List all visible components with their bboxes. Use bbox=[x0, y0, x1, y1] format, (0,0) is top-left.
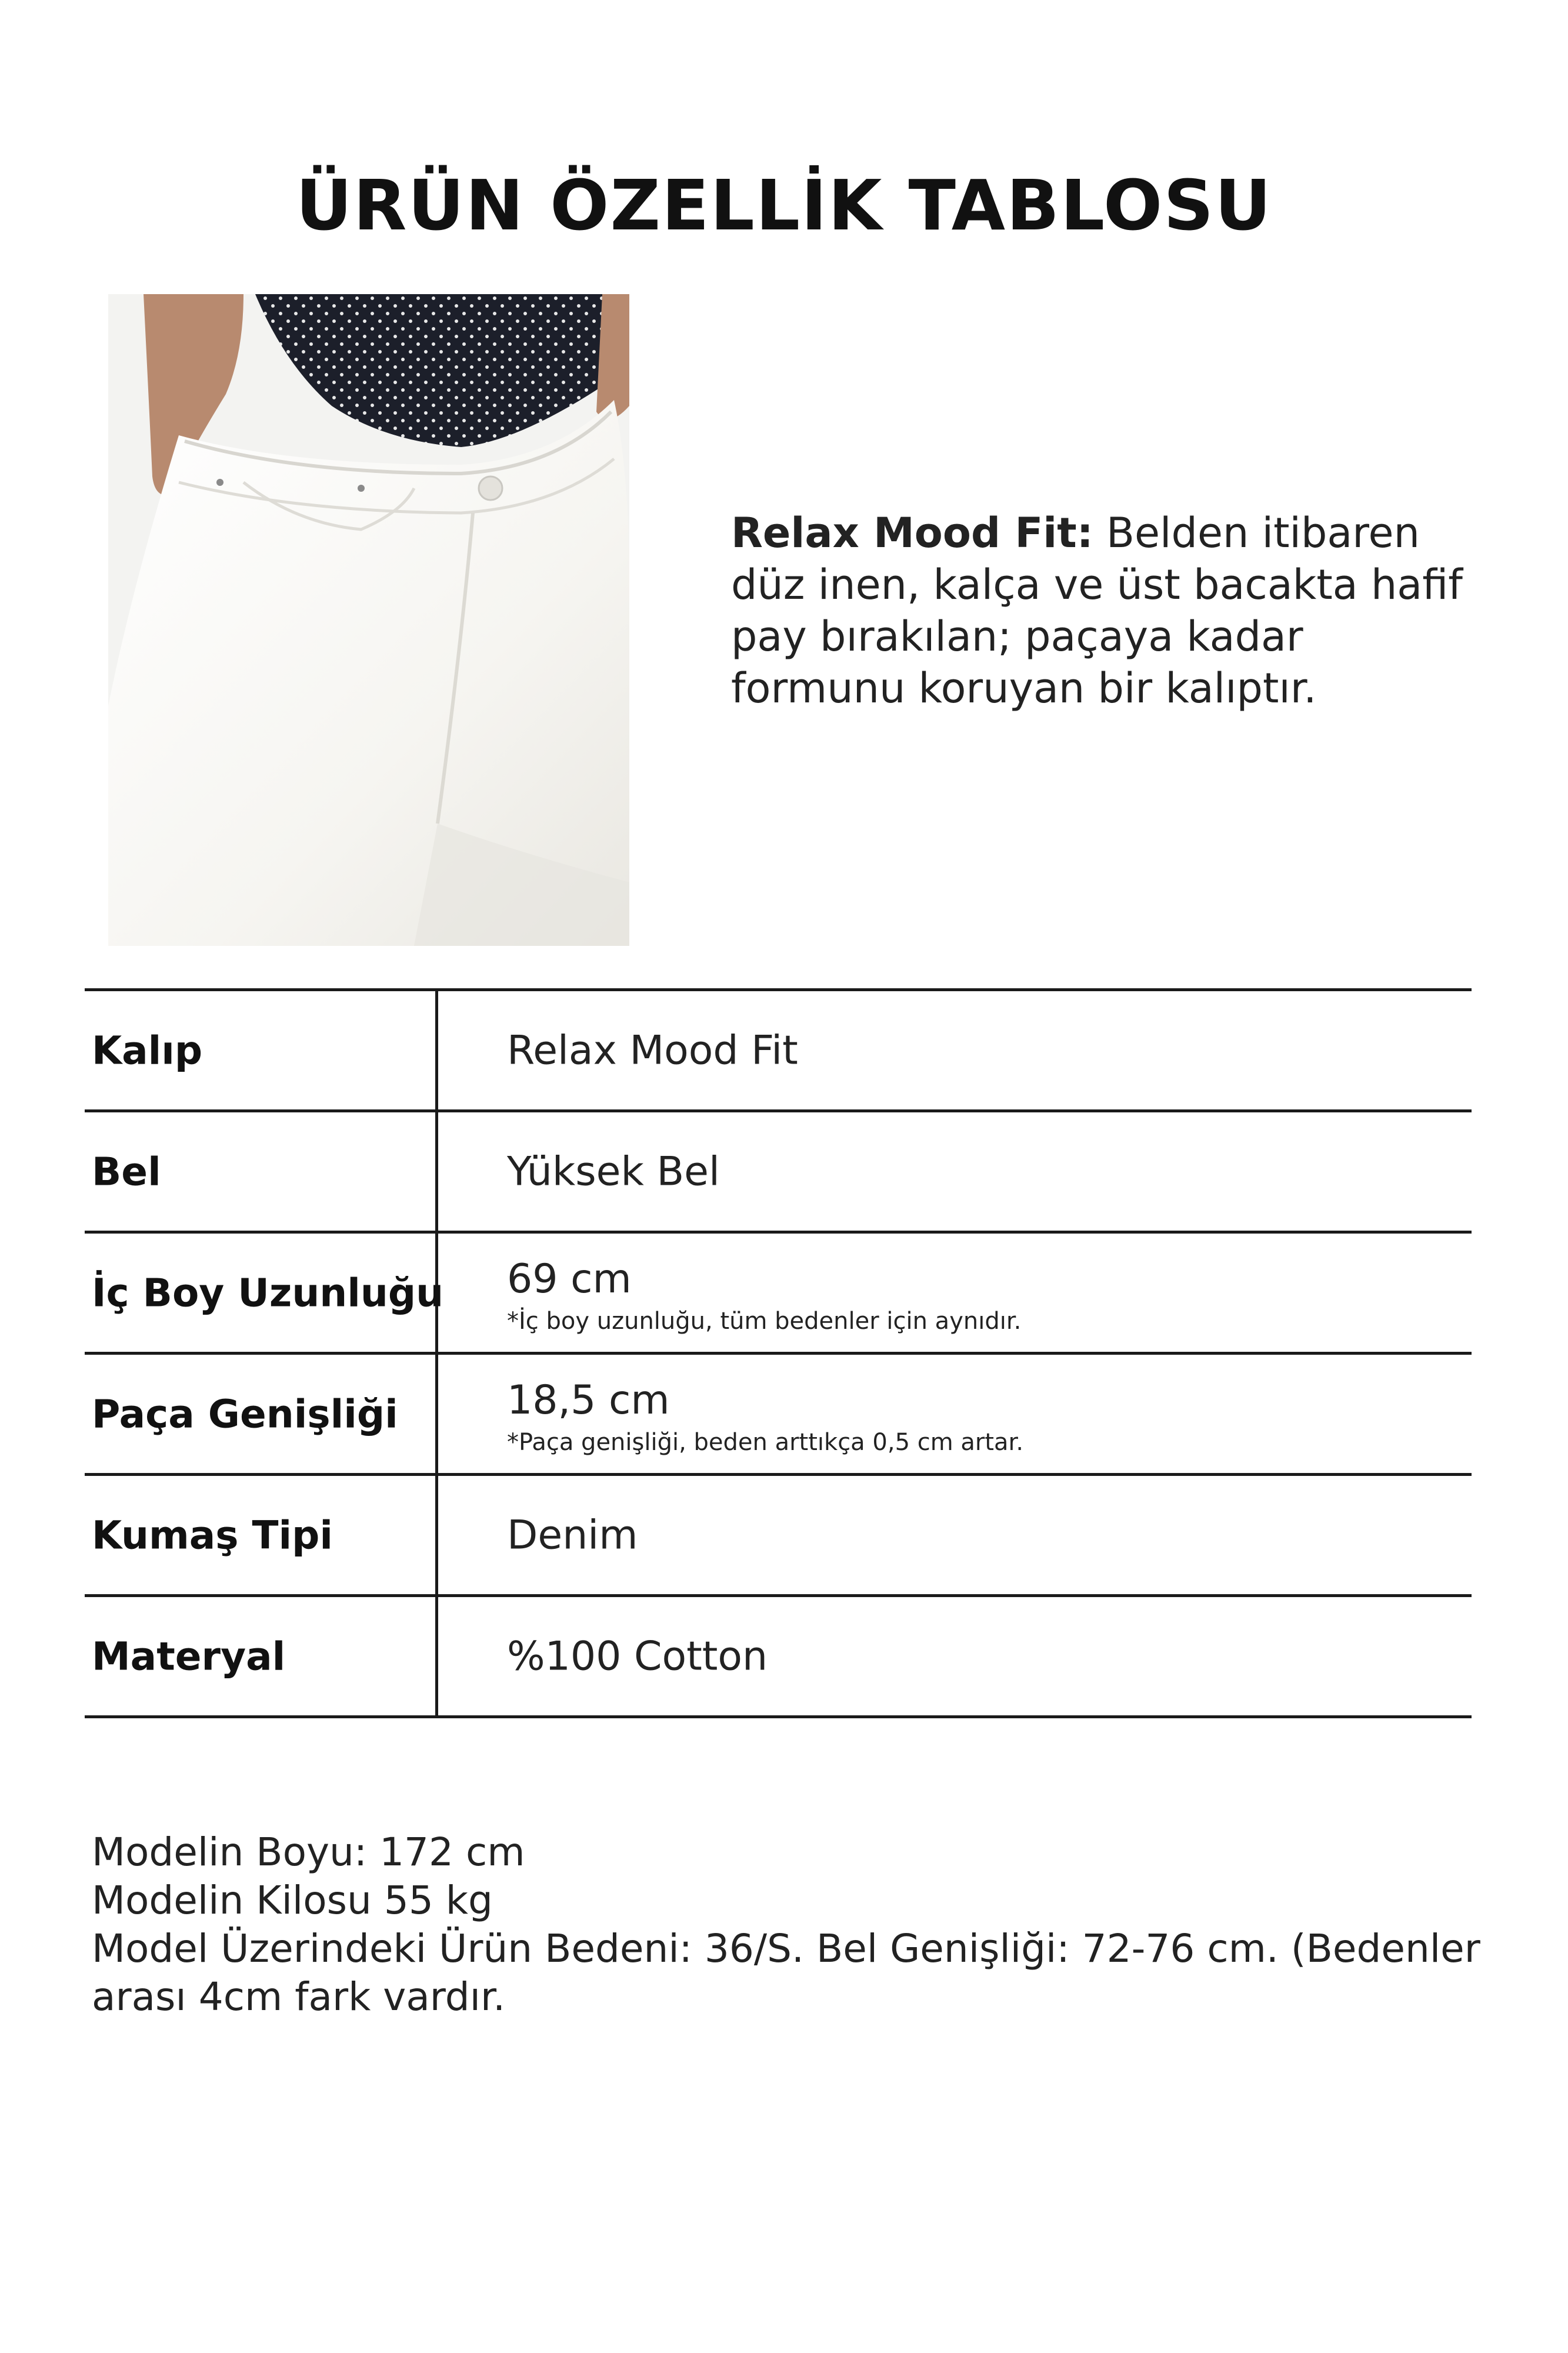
spec-value: %100 Cotton bbox=[507, 1633, 768, 1679]
fit-description-lead: Relax Mood Fit: bbox=[731, 509, 1093, 557]
model-info bbox=[92, 1828, 1503, 2021]
spec-value: Denim bbox=[507, 1512, 638, 1558]
model-height: Modelin Boyu: 172 cm bbox=[92, 1829, 525, 1875]
spec-row-bel bbox=[85, 1109, 1472, 1231]
spec-label: Paça Genişliği bbox=[92, 1391, 398, 1437]
spec-value: 18,5 cm bbox=[507, 1377, 670, 1424]
spec-value: Yüksek Bel bbox=[507, 1148, 720, 1195]
spec-label: Materyal bbox=[92, 1634, 286, 1679]
column-divider bbox=[435, 1355, 438, 1473]
spec-label: Kumaş Tipi bbox=[92, 1512, 333, 1558]
column-divider bbox=[435, 1112, 438, 1231]
fit-description-text: Belden itibaren düz inen, kalça ve üst bacakta hafif pay bırakılan; paçaya kadar formunu koruyan bir kalıptır. bbox=[731, 509, 1463, 712]
spec-row-ic-boy bbox=[85, 1231, 1472, 1352]
spec-label: İç Boy Uzunluğu bbox=[92, 1270, 444, 1315]
spec-row-kalip bbox=[85, 988, 1472, 1109]
product-photo bbox=[108, 294, 629, 946]
spec-row-kumas bbox=[85, 1473, 1472, 1594]
model-weight: Modelin Kilosu 55 kg bbox=[92, 1878, 493, 1923]
spec-row-paca bbox=[85, 1352, 1472, 1473]
fit-description bbox=[731, 507, 1490, 714]
spec-note: *İç boy uzunluğu, tüm bedenler için aynıdır. bbox=[507, 1308, 1022, 1335]
spec-row-materyal bbox=[85, 1594, 1472, 1718]
column-divider bbox=[435, 1476, 438, 1594]
spec-table bbox=[85, 988, 1472, 1718]
page-title: ÜRÜN ÖZELLİK TABLOSU bbox=[295, 165, 1273, 246]
model-size-line-2: arası 4cm fark vardır. bbox=[92, 1974, 506, 2019]
column-divider bbox=[435, 1597, 438, 1715]
spec-value: 69 cm bbox=[507, 1256, 632, 1302]
spec-label: Kalıp bbox=[92, 1028, 203, 1073]
spec-label: Bel bbox=[92, 1149, 161, 1194]
model-size-line-1: Model Üzerindeki Ürün Bedeni: 36/S. Bel Genişliği: 72-76 cm. (Bedenler bbox=[92, 1926, 1480, 1971]
column-divider bbox=[435, 991, 438, 1109]
spec-note: *Paça genişliği, beden arttıkça 0,5 cm artar. bbox=[507, 1429, 1024, 1456]
spec-value: Relax Mood Fit bbox=[507, 1027, 798, 1074]
